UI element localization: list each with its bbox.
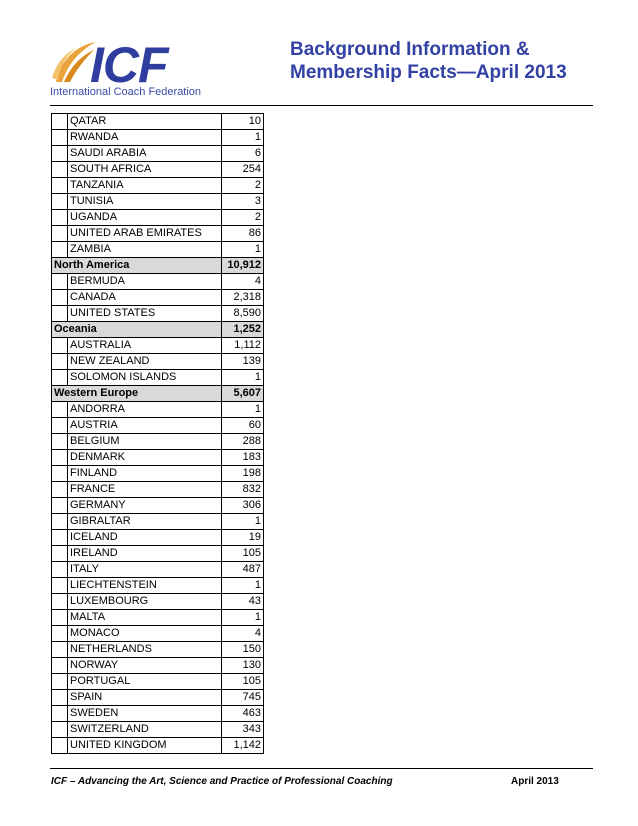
indent-cell [52,146,68,162]
indent-cell [52,338,68,354]
indent-cell [52,194,68,210]
member-count: 4 [222,626,264,642]
member-count: 1 [222,514,264,530]
indent-cell [52,626,68,642]
indent-cell [52,290,68,306]
member-count: 60 [222,418,264,434]
country-name: TANZANIA [68,178,222,194]
member-count: 745 [222,690,264,706]
country-name: MALTA [68,610,222,626]
indent-cell [52,466,68,482]
member-count: 487 [222,562,264,578]
country-row [52,482,264,498]
country-name: LIECHTENSTEIN [68,578,222,594]
country-name: UNITED STATES [68,306,222,322]
title-line-1: Background Information & [290,39,530,60]
country-name: UNITED ARAB EMIRATES [68,226,222,242]
country-name: MONACO [68,626,222,642]
country-row [52,450,264,466]
country-name: ITALY [68,562,222,578]
country-row [52,674,264,690]
logo-subtitle: International Coach Federation [50,86,202,98]
region-name: Oceania [52,322,222,338]
member-count: 8,590 [222,306,264,322]
member-count: 86 [222,226,264,242]
member-count: 463 [222,706,264,722]
member-count: 343 [222,722,264,738]
member-count: 2 [222,210,264,226]
country-row [52,130,264,146]
country-row [52,562,264,578]
region-total: 5,607 [222,386,264,402]
country-row [52,738,264,754]
member-count: 1,112 [222,338,264,354]
member-count: 105 [222,674,264,690]
member-count: 1 [222,370,264,386]
member-count: 2 [222,178,264,194]
country-name: UNITED KINGDOM [68,738,222,754]
indent-cell [52,706,68,722]
region-total: 1,252 [222,322,264,338]
country-name: SOLOMON ISLANDS [68,370,222,386]
member-count: 1,142 [222,738,264,754]
country-name: AUSTRIA [68,418,222,434]
country-row [52,514,264,530]
country-name: PORTUGAL [68,674,222,690]
country-row [52,498,264,514]
country-row [52,546,264,562]
country-row [52,402,264,418]
country-name: AUSTRALIA [68,338,222,354]
country-name: NETHERLANDS [68,642,222,658]
indent-cell [52,690,68,706]
member-count: 183 [222,450,264,466]
country-row [52,146,264,162]
region-row [52,386,264,402]
country-row [52,114,264,130]
country-row [52,642,264,658]
member-count: 43 [222,594,264,610]
indent-cell [52,402,68,418]
indent-cell [52,162,68,178]
footer-date: April 2013 [511,776,559,787]
member-count: 1 [222,130,264,146]
indent-cell [52,498,68,514]
member-count: 6 [222,146,264,162]
country-row [52,578,264,594]
indent-cell [52,274,68,290]
country-name: CANADA [68,290,222,306]
membership-table [51,113,264,754]
header-divider [50,105,593,106]
page-title [290,38,567,84]
indent-cell [52,306,68,322]
indent-cell [52,738,68,754]
indent-cell [52,514,68,530]
country-name: ZAMBIA [68,242,222,258]
country-row [52,706,264,722]
country-name: BELGIUM [68,434,222,450]
member-count: 19 [222,530,264,546]
member-count: 2,318 [222,290,264,306]
country-name: SWEDEN [68,706,222,722]
indent-cell [52,658,68,674]
indent-cell [52,610,68,626]
region-name: North America [52,258,222,274]
country-name: GIBRALTAR [68,514,222,530]
country-row [52,354,264,370]
country-name: IRELAND [68,546,222,562]
member-count: 105 [222,546,264,562]
country-name: SPAIN [68,690,222,706]
member-count: 306 [222,498,264,514]
country-name: TUNISIA [68,194,222,210]
country-row [52,274,264,290]
country-name: NEW ZEALAND [68,354,222,370]
member-count: 198 [222,466,264,482]
member-count: 139 [222,354,264,370]
country-name: RWANDA [68,130,222,146]
region-row [52,258,264,274]
country-name: GERMANY [68,498,222,514]
region-row [52,322,264,338]
country-row [52,338,264,354]
country-name: SOUTH AFRICA [68,162,222,178]
member-count: 1 [222,402,264,418]
country-row [52,306,264,322]
country-row [52,178,264,194]
indent-cell [52,434,68,450]
indent-cell [52,594,68,610]
country-name: SAUDI ARABIA [68,146,222,162]
country-name: NORWAY [68,658,222,674]
logo-text: ICF [90,37,168,93]
country-row [52,418,264,434]
country-row [52,162,264,178]
member-count: 150 [222,642,264,658]
membership-table-body [52,114,264,754]
icf-logo [50,38,200,102]
member-count: 1 [222,242,264,258]
indent-cell [52,562,68,578]
country-row [52,690,264,706]
footer-tagline: ICF – Advancing the Art, Science and Practice of Professional Coaching [51,776,393,787]
country-row [52,658,264,674]
country-name: DENMARK [68,450,222,466]
country-name: FRANCE [68,482,222,498]
country-row [52,626,264,642]
country-name: LUXEMBOURG [68,594,222,610]
member-count: 1 [222,578,264,594]
indent-cell [52,210,68,226]
country-name: SWITZERLAND [68,722,222,738]
member-count: 10 [222,114,264,130]
country-name: ICELAND [68,530,222,546]
indent-cell [52,242,68,258]
country-name: ANDORRA [68,402,222,418]
country-row [52,290,264,306]
indent-cell [52,130,68,146]
country-name: UGANDA [68,210,222,226]
title-line-2: Membership Facts—April 2013 [290,62,567,83]
country-row [52,466,264,482]
footer-divider [50,768,593,769]
member-count: 4 [222,274,264,290]
region-name: Western Europe [52,386,222,402]
country-row [52,226,264,242]
member-count: 832 [222,482,264,498]
indent-cell [52,226,68,242]
country-row [52,530,264,546]
indent-cell [52,642,68,658]
country-name: BERMUDA [68,274,222,290]
indent-cell [52,418,68,434]
indent-cell [52,674,68,690]
indent-cell [52,354,68,370]
country-row [52,194,264,210]
region-total: 10,912 [222,258,264,274]
indent-cell [52,114,68,130]
country-row [52,210,264,226]
indent-cell [52,546,68,562]
member-count: 288 [222,434,264,450]
indent-cell [52,370,68,386]
indent-cell [52,578,68,594]
country-row [52,434,264,450]
indent-cell [52,178,68,194]
country-row [52,610,264,626]
indent-cell [52,482,68,498]
country-name: FINLAND [68,466,222,482]
member-count: 3 [222,194,264,210]
indent-cell [52,722,68,738]
country-row [52,594,264,610]
member-count: 130 [222,658,264,674]
member-count: 254 [222,162,264,178]
country-name: QATAR [68,114,222,130]
indent-cell [52,530,68,546]
indent-cell [52,450,68,466]
member-count: 1 [222,610,264,626]
country-row [52,370,264,386]
country-row [52,242,264,258]
country-row [52,722,264,738]
